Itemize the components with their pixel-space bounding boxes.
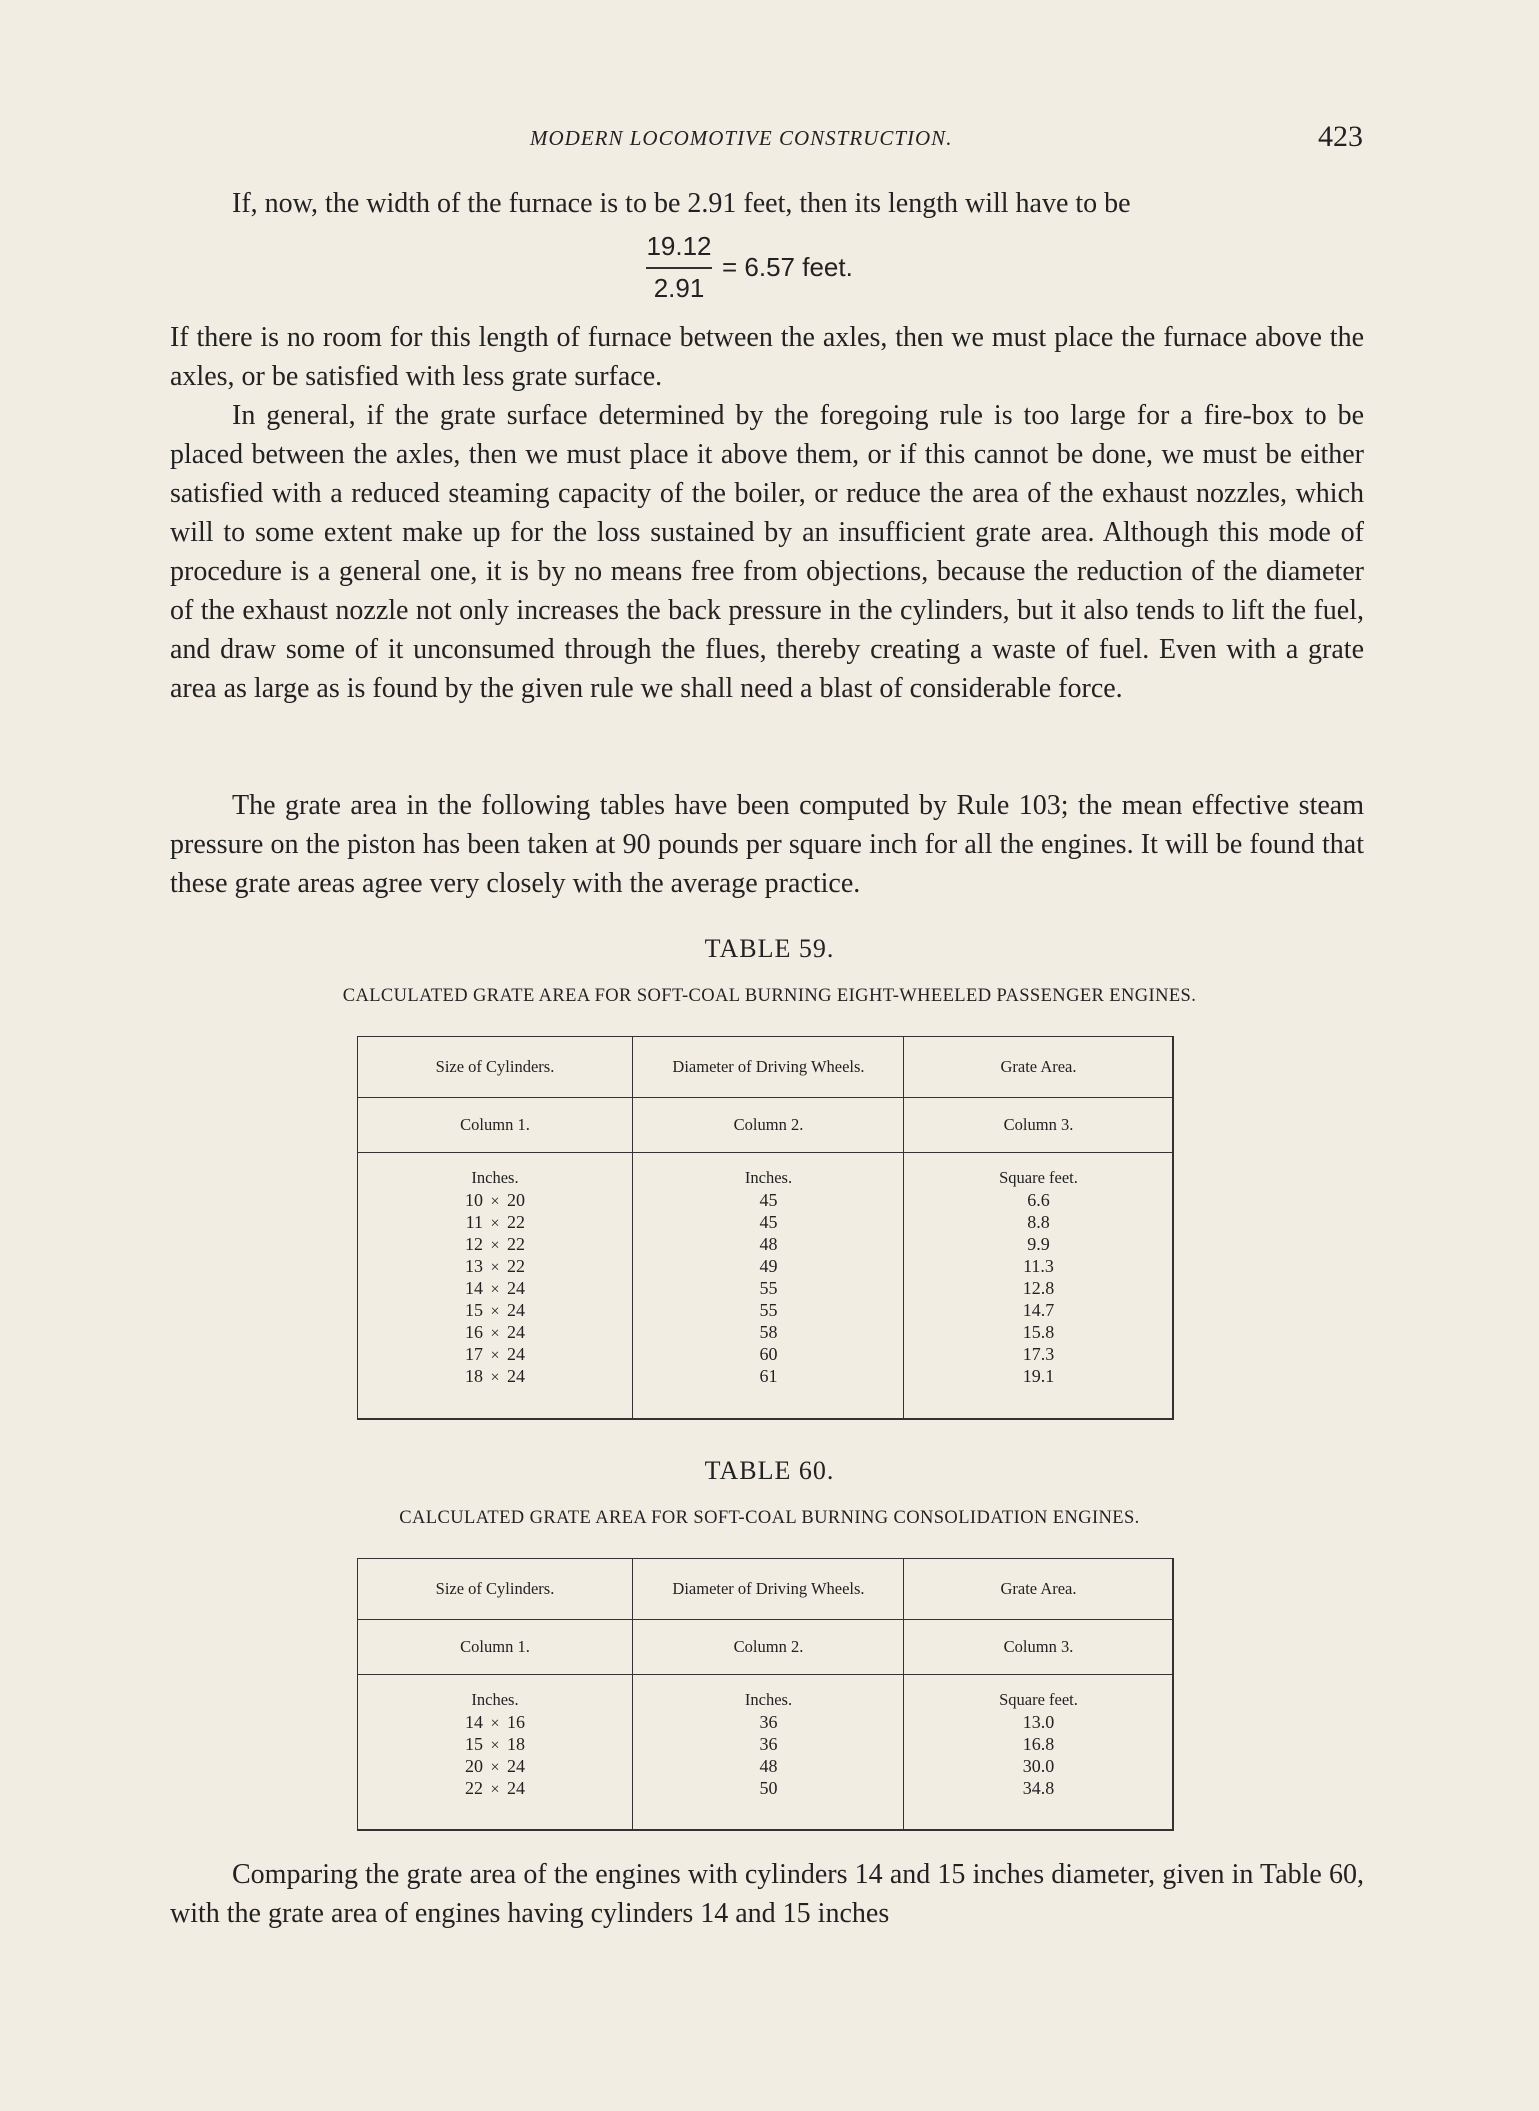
table-row: 12 × 22 [465,1234,525,1254]
table-row: 15 × 24 [465,1300,525,1320]
running-title: MODERN LOCOMOTIVE CONSTRUCTION. [530,126,953,150]
table-60-unit-wheels: Inches. [744,1690,793,1709]
paragraph-5: Comparing the grate area of the engines with cylinders 14 and 15 inches diameter, given in Table 60, with the grate area of engines having cylinders 14 and 15 inches [170,1859,1364,1929]
equation-numerator: 19.12 [646,231,712,261]
table-row: 17 × 24 [465,1344,525,1364]
table-60 [357,1558,1174,1831]
table-60-column-label-2: Column 2. [633,1620,904,1675]
table-60-column-label-1: Column 1. [358,1620,632,1675]
table-cell: 14.7 [1022,1300,1055,1320]
paragraph-2: If there is no room for this length of furnace between the axles, then we must place the furnace above the axles, or be satisfied with less grate surface. [170,322,1364,392]
page-number: 423 [1318,120,1363,153]
table-cell: 58 [759,1322,778,1342]
table-row: 14 × 24 [465,1278,525,1298]
table-cell: 13.0 [1022,1712,1055,1732]
table-cell: 45 [759,1212,778,1232]
table-cell: 12.8 [1022,1278,1055,1298]
paragraph-3: In general, if the grate surface determined by the foregoing rule is too large for a fire-box to be placed between the axles, then we must place it above them, or if this cannot be done, we must be either satisfied with a reduced steaming capacity of the boiler, or reduce the area of the exhaust nozzles, which will to some extent make up for the loss sustained by an insufficient grate area. Although this mode of procedure is a general one, it is by no means free from objections, because the reduction of the diameter of the exhaust nozzle not only increases the back pressure in the cylinders, but it also tends to lift the fuel, and draw some of it unconsumed through the flues, thereby creating a waste of fuel. Even with a grate area as large as is found by the given rule we shall need a blast of considerable force. [170,400,1364,704]
table-59-header-cylinders: Size of Cylinders. [358,1037,632,1098]
table-59-column-label-2: Column 2. [633,1098,904,1153]
table-60-header-cylinders: Size of Cylinders. [358,1559,632,1620]
table-cell: 30.0 [1022,1756,1055,1776]
table-row: 15 × 18 [465,1734,525,1754]
paragraph-4: The grate area in the following tables have been computed by Rule 103; the mean effective steam pressure on the piston has been taken at 90 pounds per square inch for all the engines. It will be found that these grate areas agree very closely with the average practice. [170,790,1364,899]
table-60-unit-cylinders: Inches. [471,1690,519,1709]
table-59-column-wheels [632,1037,904,1418]
table-row: 20 × 24 [465,1756,525,1776]
table-59-column-label-1: Column 1. [358,1098,632,1153]
table-cell: 6.6 [1027,1190,1050,1210]
table-60-header-grate: Grate Area. [904,1559,1173,1620]
table-59-unit-cylinders: Inches. [471,1168,519,1187]
table-cell: 11.3 [1023,1256,1054,1276]
table-cell: 61 [759,1366,778,1386]
table-cell: 50 [759,1778,778,1798]
table-59-header-grate: Grate Area. [904,1037,1173,1098]
table-cell: 49 [759,1256,778,1276]
table-cell: 34.8 [1022,1778,1055,1798]
table-60-column-grate [903,1559,1173,1829]
table-row: 14 × 16 [465,1712,525,1732]
table-60-title: TABLE 60. [704,1456,835,1485]
table-row: 22 × 24 [465,1778,525,1798]
table-cell: 19.1 [1022,1366,1055,1386]
running-head [0,118,1539,158]
equation-denominator: 2.91 [653,273,705,303]
table-59-caption: CALCULATED GRATE AREA FOR SOFT-COAL BURNING EIGHT-WHEELED PASSENGER ENGINES. [342,986,1197,1006]
table-cell: 60 [759,1344,778,1364]
table-cell: 45 [759,1190,778,1210]
table-cell: 9.9 [1027,1234,1050,1254]
table-cell: 17.3 [1022,1344,1055,1364]
table-59-column-grate [903,1037,1173,1418]
table-row: 18 × 24 [465,1366,525,1386]
table-59-unit-wheels: Inches. [744,1168,793,1187]
table-cell: 36 [759,1734,778,1754]
table-60-column-cylinders [358,1559,632,1829]
table-cell: 55 [759,1300,778,1320]
table-cell: 48 [759,1756,778,1776]
table-60-unit-grate: Square feet. [999,1690,1078,1709]
table-59-unit-grate: Square feet. [999,1168,1078,1187]
table-cell: 48 [759,1234,778,1254]
table-59 [357,1036,1174,1420]
table-59-title: TABLE 59. [704,934,835,963]
table-row: 16 × 24 [465,1322,525,1342]
equation [646,231,946,311]
table-59-header-wheels: Diameter of Driving Wheels. [633,1037,904,1098]
table-row: 10 × 20 [465,1190,525,1210]
table-59-column-cylinders [358,1037,632,1418]
table-cell: 36 [759,1712,778,1732]
table-cell: 15.8 [1022,1322,1055,1342]
table-60-caption: CALCULATED GRATE AREA FOR SOFT-COAL BURNING CONSOLIDATION ENGINES. [399,1508,1140,1528]
table-60-column-wheels [632,1559,904,1829]
table-60-column-label-3: Column 3. [904,1620,1173,1675]
table-60-header-wheels: Diameter of Driving Wheels. [633,1559,904,1620]
fraction-bar [646,267,712,269]
table-cell: 8.8 [1027,1212,1050,1232]
table-row: 11 × 22 [465,1212,525,1232]
table-cell: 55 [759,1278,778,1298]
equation-result: = 6.57 feet. [722,252,853,282]
table-cell: 16.8 [1022,1734,1055,1754]
table-59-column-label-3: Column 3. [904,1098,1173,1153]
paragraph-1: If, now, the width of the furnace is to be 2.91 feet, then its length will have to be [232,188,1131,219]
table-row: 13 × 22 [465,1256,525,1276]
